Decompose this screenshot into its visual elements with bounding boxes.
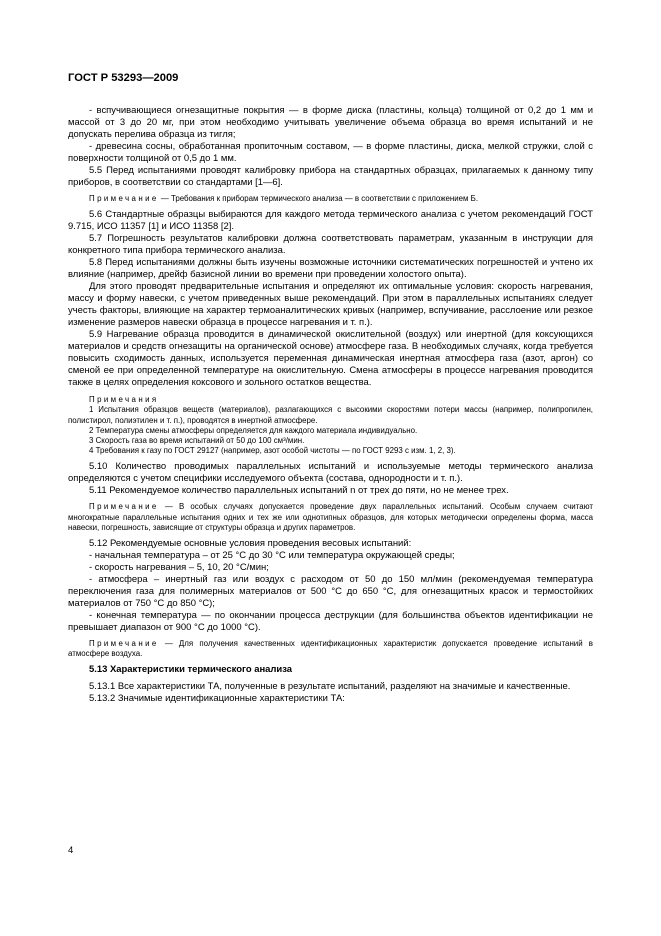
note xyxy=(68,194,593,204)
paragraph: - древесина сосны, обработанная пропиточным составом, — в форме пластины, диска, мелкой стружки, слой с поверхности толщиной от 0,5 до 1 мм. xyxy=(68,141,593,164)
paragraph-5-9: 5.9 Нагревание образца проводится в динамической окислительной (воздух) или инертной (для коксующихся материалов и средств огнезащиты на органической основе) атмосфере газа. В необходимых случаях, когда требуется повысить сходимость данных, используется переменная динамическая инертная атмосфера газа (азот, аргон) со сменой ее при определенной температуре на окислительную. Смена атмосферы в процессе нагревания проводится также в целях определения коксового и зольного остатков вещества. xyxy=(68,329,593,389)
document-header: ГОСТ Р 53293—2009 xyxy=(68,72,179,84)
section-heading: 5.13 Характеристики термического анализа xyxy=(89,664,293,676)
list-item: - начальная температура – от 25 °C до 30 °C или температура окружающей среды; xyxy=(89,550,455,562)
document-body xyxy=(68,105,593,705)
note-text: — Для получения качественных идентификационных характеристик допускается проведение испытаний в атмосфере воздуха. xyxy=(68,639,593,659)
note-label: Примечание xyxy=(89,194,159,203)
note-item: 3 Скорость газа во время испытаний от 50 до 100 см³/мин. xyxy=(89,436,305,446)
paragraph-5-13-2: 5.13.2 Значимые идентификационные характеристики ТА: xyxy=(89,693,345,705)
note-item: 2 Температура смены атмосферы определяется для каждого материала индивидуально. xyxy=(89,425,418,435)
note-text: — Требования к приборам термического анализа — в соответствии с приложением Б. xyxy=(158,194,479,203)
note-item: 4 Требования к газу по ГОСТ 29127 (например, азот особой чистоты — по ГОСТ 9293 с изм. 1, 2, 3). xyxy=(89,446,456,456)
page-number: 4 xyxy=(68,845,74,856)
note-label: Примечание xyxy=(89,639,159,649)
list-item: - конечная температура — по окончании процесса деструкции (для большинства объектов идентификации не превышает диапазон от 900 °C до 1000 °C). xyxy=(68,610,593,634)
paragraph: Для этого проводят предварительные испытания и определяют их оптимальные условия: скорость нагревания, массу и форму навески, с учетом приведенных выше рекомендаций. При этом в параллельных испытаниях следует учесть факторы, влияющие на характер термоаналитических кривых (например, вспучивание, расслоение или резкое изменение размеров навески образца в процессе нагревания и т. п.). xyxy=(68,281,593,329)
notes-label: Примечания xyxy=(89,395,159,405)
list-item: - атмосфера – инертный газ или воздух с расходом от 50 до 150 мл/мин (рекомендуемая температура переключения газа для полимерных материалов от 500 °C до 650 °C, для огнезащитных красок и термостойких материалов от 750 °C до 850 °C); xyxy=(68,574,593,610)
paragraph-5-6: 5.6 Стандартные образцы выбираются для каждого метода термического анализа с учетом рекомендаций ГОСТ 9.715, ИСО 11357 [1] и ИСО 11358 [2]. xyxy=(68,209,593,233)
paragraph-5-7: 5.7 Погрешность результатов калибровки должна соответствовать параметрам, указанным в инструкции для конкретного типа прибора термического анализа. xyxy=(68,233,593,257)
list-item: - скорость нагревания – 5, 10, 20 °C/мин; xyxy=(89,562,269,574)
paragraph-5-13-1: 5.13.1 Все характеристики ТА, полученные в результате испытаний, разделяют на значимые и качественные. xyxy=(89,681,571,693)
note-label: Примечание xyxy=(89,502,159,512)
note xyxy=(68,502,593,533)
note-item: 1 Испытания образцов веществ (материалов), разлагающихся с высокими скоростями потери массы (например, полипропилен, полистирол, полиэтилен и т. п.), проводятся в инертной атмосфере. xyxy=(68,405,593,425)
note xyxy=(68,639,593,659)
note-text: — В особых случаях допускается проведение двух параллельных испытаний. Особым случаем считают многократные параллельные испытания одних и тех же или однотипных образцов, для которых методически определены форма, масса навески, погрешность, зависящие от структуры образца и других параметров. xyxy=(68,502,593,532)
paragraph-5-8: 5.8 Перед испытаниями должны быть изучены возможные источники систематических погрешностей и учтено их влияние (например, дрейф базисной линии во времени при проведении холостого опыта). xyxy=(68,257,593,281)
paragraph: - вспучивающиеся огнезащитные покрытия — в форме диска (пластины, кольца) толщиной от 0,2 до 1 мм и массой от 3 до 20 мг, при этом необходимо учитывать увеличение объема образца во время испытаний и не допускать перелива образца из тигля; xyxy=(68,105,593,140)
paragraph-5-5: 5.5 Перед испытаниями проводят калибровку прибора на стандартных образцах, прилагаемых к данному типу приборов, в соответствии со стандартами [1—6]. xyxy=(68,165,593,188)
paragraph-5-12: 5.12 Рекомендуемые основные условия проведения весовых испытаний: xyxy=(89,538,412,550)
paragraph-5-10: 5.10 Количество проводимых параллельных испытаний и используемые методы термического анализа определяются с учетом специфики исследуемого объекта (состава, однородности и т. п.). xyxy=(68,461,593,485)
paragraph-5-11: 5.11 Рекомендуемое количество параллельных испытаний n от трех до пяти, но не менее трех. xyxy=(89,485,509,497)
